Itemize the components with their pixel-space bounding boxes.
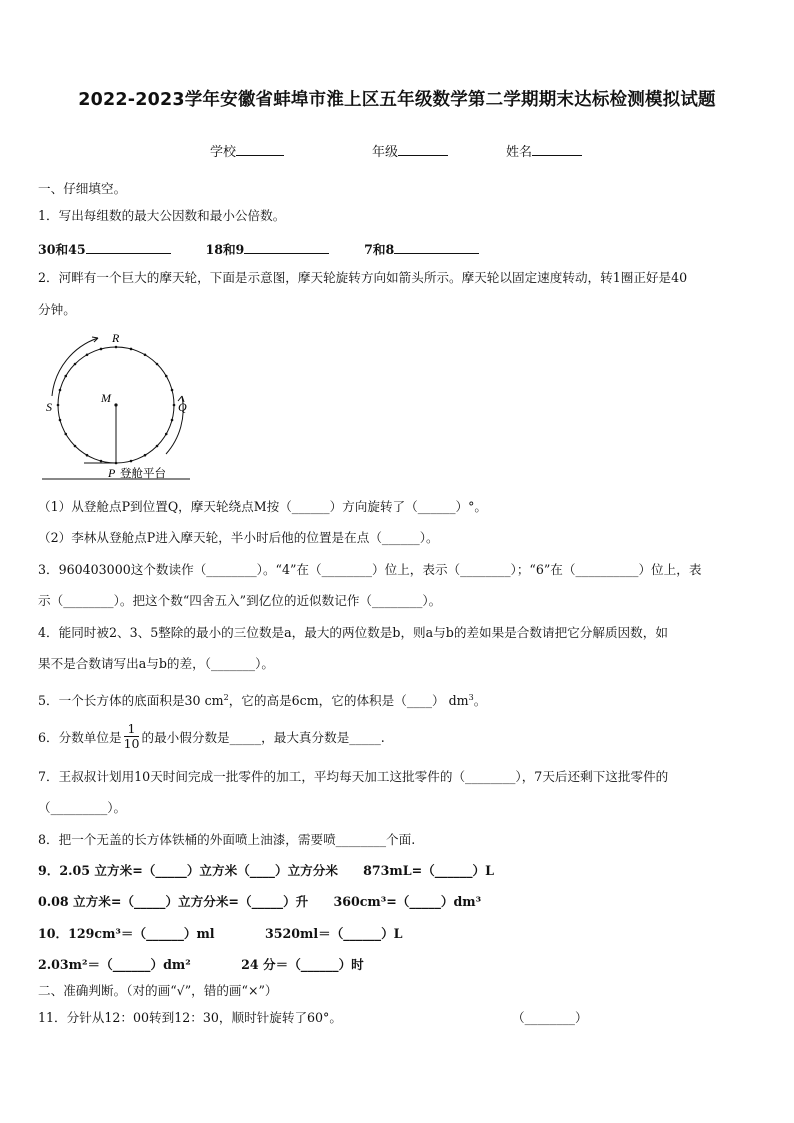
- seat-dot: [144, 454, 147, 457]
- question-7-line-1: 7．王叔叔计划用10天时间完成一批零件的加工，平均每天加工这批零件的（________），7天后还剩下这批零件的: [38, 769, 669, 784]
- school-blank[interactable]: [236, 143, 284, 156]
- seat-dot: [165, 375, 168, 378]
- question-1-answers: [38, 241, 479, 257]
- seat-dot: [165, 433, 168, 436]
- grade-label: 年级: [372, 145, 399, 160]
- q5-text-mid: ，它的高是6cm，它的体积是（____）: [228, 693, 445, 709]
- section-1-heading: 一、仔细填空。: [38, 181, 127, 196]
- q1-pair-b: 18和9: [205, 242, 245, 257]
- seat-dot: [57, 404, 60, 407]
- seat-dot: [74, 363, 77, 366]
- center-point: [114, 403, 117, 406]
- seat-dot: [144, 353, 147, 356]
- seat-dot: [130, 348, 133, 351]
- school-label: 学校: [210, 145, 237, 160]
- q6-text-pre: 6．分数单位是: [38, 730, 122, 745]
- seat-dot: [171, 389, 174, 392]
- q6-fraction: $\frac{1}{10}$: [123, 721, 140, 751]
- seat-dot: [86, 454, 89, 457]
- q6-text-post: 的最小假分数是_____，最大真分数是_____.: [141, 730, 385, 745]
- label-q: Q: [178, 400, 187, 414]
- question-5: [38, 694, 486, 708]
- question-7-line-2: （_________）。: [38, 800, 127, 815]
- grade-blank[interactable]: [398, 143, 448, 156]
- label-s: S: [46, 400, 52, 414]
- q1-pair-a: 30和45: [38, 242, 86, 257]
- name-label: 姓名: [506, 145, 533, 160]
- q1-blank-a[interactable]: [86, 241, 171, 254]
- q1-blank-c[interactable]: [394, 241, 479, 254]
- ferris-wheel-diagram: [38, 326, 208, 486]
- name-field: [506, 141, 582, 160]
- question-10-line-1: 10．129cm³＝（______）ml 3520ml＝（______）L: [38, 926, 403, 941]
- question-2-line-1: 2．河畔有一个巨大的摩天轮，下面是示意图，摩天轮旋转方向如箭头所示。摩天轮以固定速度转动，转1圈正好是40: [38, 270, 688, 285]
- seat-dot: [59, 389, 62, 392]
- q5-unit-cm2: $cm^2$: [204, 693, 229, 709]
- q1-pair-c: 7和8: [364, 242, 395, 257]
- q11-answer-blank[interactable]: （________）: [512, 1010, 588, 1025]
- seat-dot: [171, 419, 174, 422]
- q5-unit-dm3: $dm^3$: [448, 693, 474, 709]
- q5-text-pre: 5．一个长方体的底面积是30: [38, 693, 201, 709]
- question-9-line-1: 9．2.05 立方米=（_____）立方米（____）立方分米 873mL=（______）L: [38, 863, 494, 878]
- question-3-line-2: 示（________）。把这个数“四舍五入”到亿位的近似数记作（________）。: [38, 593, 442, 608]
- question-6: [38, 721, 385, 752]
- seat-dot: [115, 346, 118, 349]
- q5-text-end: 。: [473, 693, 487, 709]
- q1-blank-b[interactable]: [244, 241, 329, 254]
- question-1: 1．写出每组数的最大公因数和最小公倍数。: [38, 208, 286, 223]
- question-4-line-2: 果不是合数请写出a与b的差，（_______）。: [38, 656, 274, 671]
- seat-dot: [64, 375, 67, 378]
- seat-dot: [86, 353, 89, 356]
- name-blank[interactable]: [532, 143, 582, 156]
- seat-dot: [64, 433, 67, 436]
- question-2-line-2: 分钟。: [38, 302, 76, 317]
- label-r: R: [112, 331, 120, 345]
- seat-dot: [59, 419, 62, 422]
- label-p: P: [108, 466, 116, 480]
- seat-dot: [100, 348, 103, 351]
- school-field: [210, 141, 284, 160]
- seat-dot: [74, 445, 77, 448]
- question-2-sub-2: （2）李林从登舱点P进入摩天轮，半小时后他的位置是在点（______）。: [38, 530, 439, 545]
- seat-dot: [130, 460, 133, 463]
- label-m: M: [101, 391, 111, 405]
- seat-dot: [156, 445, 159, 448]
- question-4-line-1: 4．能同时被2、3、5整除的最小的三位数是a，最大的两位数是b，则a与b的差如果是合数请把它分解质因数，如: [38, 625, 668, 640]
- rotation-arrow-left: [52, 338, 98, 396]
- question-10-line-2: 2.03m²＝（______）dm² 24 分＝（______）时: [38, 957, 364, 972]
- page-title: 2022-2023学年安徽省蚌埠市淮上区五年级数学第二学期期末达标检测模拟试题: [78, 90, 716, 110]
- question-9-line-2: 0.08 立方米=（_____）立方分米=（_____）升 360cm³=（_____）dm³: [38, 894, 482, 909]
- section-2-heading: 二、准确判断。（对的画“√”，错的画“×”）: [38, 983, 278, 998]
- question-3-line-1: 3．960403000这个数读作（________）。“4”在（________）位上，表示（________）；“6”在（__________）位上，表: [38, 562, 702, 577]
- seat-dot: [156, 363, 159, 366]
- label-platform: 登舱平台: [120, 466, 166, 480]
- question-2-sub-1: （1）从登舱点P到位置Q，摩天轮绕点M按（______）方向旋转了（______）°。: [38, 499, 488, 514]
- question-11: 11．分针从12：00转到12：30，顺时针旋转了60°。: [38, 1010, 342, 1025]
- question-8: 8．把一个无盖的长方体铁桶的外面喷上油漆，需要喷________个面.: [38, 832, 416, 847]
- grade-field: [372, 141, 448, 160]
- seat-dot: [173, 404, 176, 407]
- seat-dot: [100, 460, 103, 463]
